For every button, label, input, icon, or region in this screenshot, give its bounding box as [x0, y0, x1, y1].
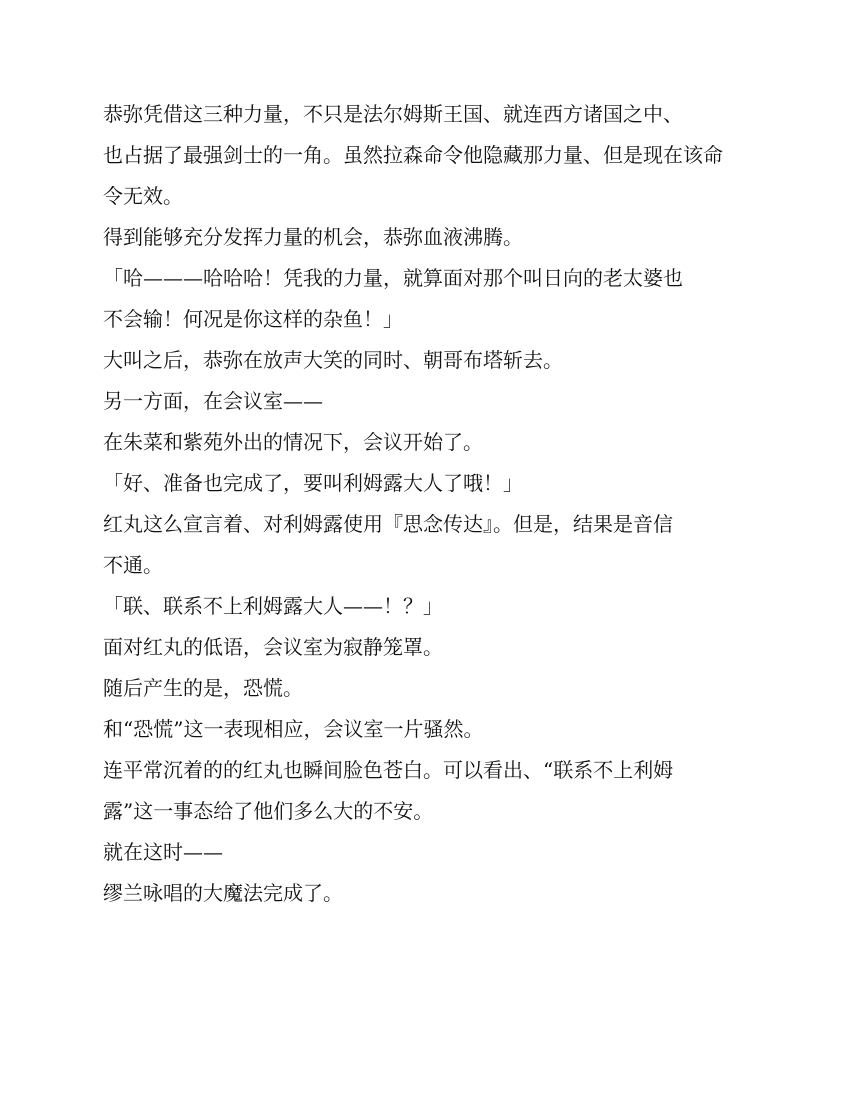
text-line: 「哈———哈哈哈！凭我的力量，就算面对那个叫日向的老太婆也 [103, 266, 683, 290]
body-text [103, 94, 753, 914]
text-line: 连平常沉着的的红丸也瞬间脸色苍白。可以看出、“联系不上利姆 [103, 758, 674, 782]
text-line: 缪兰咏唱的大魔法完成了。 [103, 881, 343, 905]
text-line: 大叫之后，恭弥在放声大笑的同时、朝哥布塔斩去。 [103, 348, 563, 372]
text-line: 红丸这么宣言着、对利姆露使用『思念传达』。但是，结果是音信 [103, 512, 673, 536]
text-line: 不通。 [103, 553, 163, 577]
text-line: 也占据了最强剑士的一角。虽然拉森命令他隐藏那力量、但是现在该命 [103, 143, 723, 167]
text-line: 令无效。 [103, 184, 183, 208]
text-line: 在朱菜和紫苑外出的情况下，会议开始了。 [103, 430, 483, 454]
text-line: 另一方面，在会议室—— [103, 389, 323, 413]
text-line: 得到能够充分发挥力量的机会，恭弥血液沸腾。 [103, 225, 523, 249]
text-line: 就在这时—— [103, 840, 223, 864]
text-line: 随后产生的是，恐慌。 [103, 676, 303, 700]
text-line: 露”这一事态给了他们多么大的不安。 [103, 799, 434, 823]
text-line: 「联、联系不上利姆露大人——！？」 [103, 594, 443, 618]
text-line: 不会输！何况是你这样的杂鱼！」 [103, 307, 403, 331]
text-line: 恭弥凭借这三种力量，不只是法尔姆斯王国、就连西方诸国之中、 [103, 102, 683, 126]
text-line: 「好、准备也完成了，要叫利姆露大人了哦！」 [103, 471, 523, 495]
text-line: 面对红丸的低语，会议室为寂静笼罩。 [103, 635, 443, 659]
text-line: 和“恐慌”这一表现相应，会议室一片骚然。 [103, 717, 484, 741]
